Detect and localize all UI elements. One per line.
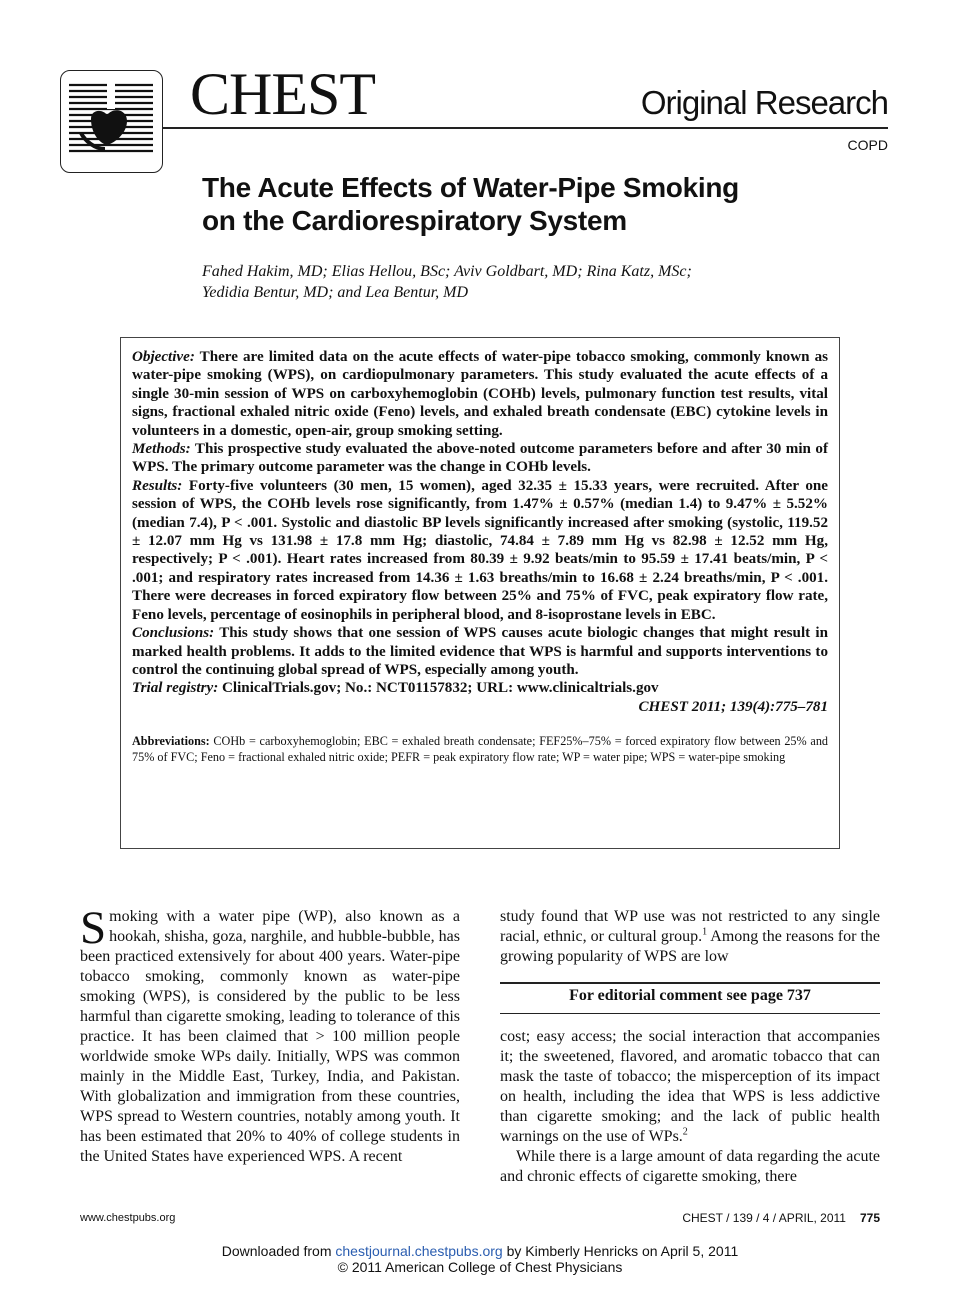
registry-label: Trial registry: (132, 680, 219, 697)
intro-text: moking with a water pipe (WP), also known as a hookah, shisha, goza, narghile, and hubble-bubble, has been practiced extensively for about 400 years. Water-pipe tobacco smoking, commonly known as water-pipe smoking (WPS), is considered by the public to be less harmful than cigarette smoking, leading to tolerance of this practice. It has been claimed that > 100 million people worldwide smoke WPs daily. Initially, WPS was common mainly in the Middle East, Turkey, India, and Pakistan. With globalization and immigration from these countries, WPS spread to Western countries, notably among youth. It has been estimated that 20% to 40% of college students in the United States have experienced WPS. A recent (80, 908, 460, 1165)
footer-issue: CHEST / 139 / 4 / APRIL, 2011 (682, 1211, 846, 1225)
header-rule (163, 127, 888, 129)
journal-title: CHEST (190, 61, 376, 127)
methods-text: This prospective study evaluated the above-noted outcome parameters before and after 30 min of WPS. The primary outcome parameter was the change in COHb levels. (132, 441, 828, 476)
editorial-comment: For editorial comment see page 737 (569, 987, 811, 1004)
right-text-mid: cost; easy access; the social interaction that accompanies it; the sweetened, flavored, and aromatic tobacco that can mask the taste of tobacco; the misperception of its impact on health, including the idea that WPS is less addictive than cigarette smoking; and the lack of public health warnings on the use of WPs. (500, 1028, 880, 1145)
journal-logo (60, 70, 163, 173)
methods-label: Methods: (132, 441, 191, 458)
author-list (202, 261, 842, 303)
abstract-methods (132, 440, 828, 477)
drop-cap: S (80, 902, 107, 954)
title-line-2: on the Cardiorespiratory System (202, 205, 627, 236)
results-label: Results: (132, 477, 183, 494)
objective-label: Objective: (132, 349, 195, 365)
conclusions-text: This study shows that one session of WPS causes acute biologic changes that might result in marked health problems. It adds to the limited evidence that WPS is harmful and supports interventions to control the continuing global spread of WPS, especially among youth. (132, 625, 828, 678)
registry-text: ClinicalTrials.gov; No.: NCT01157832; URL: www.clinicaltrials.gov (222, 680, 659, 697)
page-number: 775 (859, 1211, 880, 1225)
abbrev-label: Abbreviations: (132, 734, 210, 749)
objective-text: There are limited data on the acute effects of water-pipe tobacco smoking, commonly known as water-pipe smoking (WPS), on cardiopulmonary parameters. This study evaluated the acute effects of a single 30-min session of WPS on carboxyhemoglobin (COHb) levels, pulmonary function test results, vital signs, fractional exhaled nitric oxide (Feno) levels, and exhaled breath condensate (EBC) cytokine levels in volunteers in a domestic, open-air, group smoking setting. (132, 349, 828, 439)
authors-line-1: Fahed Hakim, MD; Elias Hellou, BSc; Aviv Goldbart, MD; Rina Katz, MSc; (202, 263, 692, 280)
results-text: Forty-five volunteers (30 men, 15 women), aged 32.35 ± 15.33 years, were recruited. After one session of WPS, the COHb levels rose significantly, from 1.47% ± 0.57% (median 1.4) to 9.47% ± 5.52% (median 7.4), P < .001. Systolic and diastolic BP levels significantly increased after smoking (systolic, 119.52 ± 12.07 mm Hg vs 131.98 ± 17.8 mm Hg; diastolic, 74.84 ± 7.89 mm Hg vs 82.98 ± 12.52 mm Hg, respectively; P < .001). Heart rates increased from 80.39 ± 9.92 beats/min to 95.59 ± 17.41 beats/min, P < .001; and respiratory rates increased from 14.36 ± 1.63 breaths/min to 16.68 ± 2.24 breaths/min, P < .001. There were decreases in forced expiratory flow between 25% and 75% of FVC, peak expiratory flow rate, Feno levels, percentage of eosinophils in peripheral blood, and 8-isoprostane levels in EBC. (132, 477, 828, 623)
download-notice (0, 1243, 960, 1275)
abstract-objective (132, 348, 828, 440)
abstract-citation: CHEST 2011; 139(4):775–781 (638, 698, 828, 715)
download-suffix: by Kimberly Henricks on April 5, 2011 (502, 1243, 739, 1259)
abbrev-text: COHb = carboxyhemoglobin; EBC = exhaled breath condensate; FEF25%–75% = forced expiratory flow between 25% and 75% of FVC; Feno = fractional exhaled nitric oxide; PEFR = peak expiratory flow rate; WP = water pipe; WPS = water-pipe smoking (132, 734, 829, 765)
right-paragraph-2: While there is a large amount of data regarding the acute and chronic effects of cigarette smoking, there (500, 1148, 880, 1185)
abstract-registry (132, 679, 828, 697)
right-paragraph-mid (500, 1027, 880, 1147)
lungs-heart-icon (61, 71, 161, 171)
conclusions-label: Conclusions: (132, 625, 215, 642)
abstract-results (132, 477, 828, 624)
reference-1[interactable]: 1 (702, 926, 708, 938)
title-line-1: The Acute Effects of Water-Pipe Smoking (202, 172, 739, 203)
reference-2[interactable]: 2 (682, 1126, 688, 1138)
download-prefix: Downloaded from (221, 1243, 336, 1259)
abstract-conclusions (132, 624, 828, 679)
download-link[interactable]: chestjournal.chestpubs.org (335, 1243, 503, 1259)
subsection-label: COPD (847, 137, 888, 153)
abstract-box (120, 337, 840, 849)
footer-website[interactable]: www.chestpubs.org (80, 1212, 176, 1224)
download-line (0, 1243, 960, 1259)
footer-issue-info (682, 1211, 880, 1225)
body-column-right-bottom (500, 1027, 880, 1187)
section-label: Original Research (640, 84, 888, 121)
body-column-right-top (500, 907, 880, 967)
intro-paragraph (80, 902, 460, 1167)
body-column-left (80, 902, 460, 1167)
authors-line-2: Yedidia Bentur, MD; and Lea Bentur, MD (202, 284, 469, 301)
article-title (202, 171, 842, 237)
copyright-line: © 2011 American College of Chest Physicians (337, 1259, 623, 1275)
right-paragraph-top (500, 907, 880, 967)
editorial-rule-top (500, 982, 880, 984)
editorial-rule-bottom (500, 1013, 880, 1014)
abbreviations (132, 733, 828, 765)
right-text-top-tail: Among the reasons for the growing popularity of WPS are low (500, 928, 880, 965)
right-text-top: study found that WP use was not restricted to any single racial, ethnic, or cultural group. (500, 908, 880, 945)
